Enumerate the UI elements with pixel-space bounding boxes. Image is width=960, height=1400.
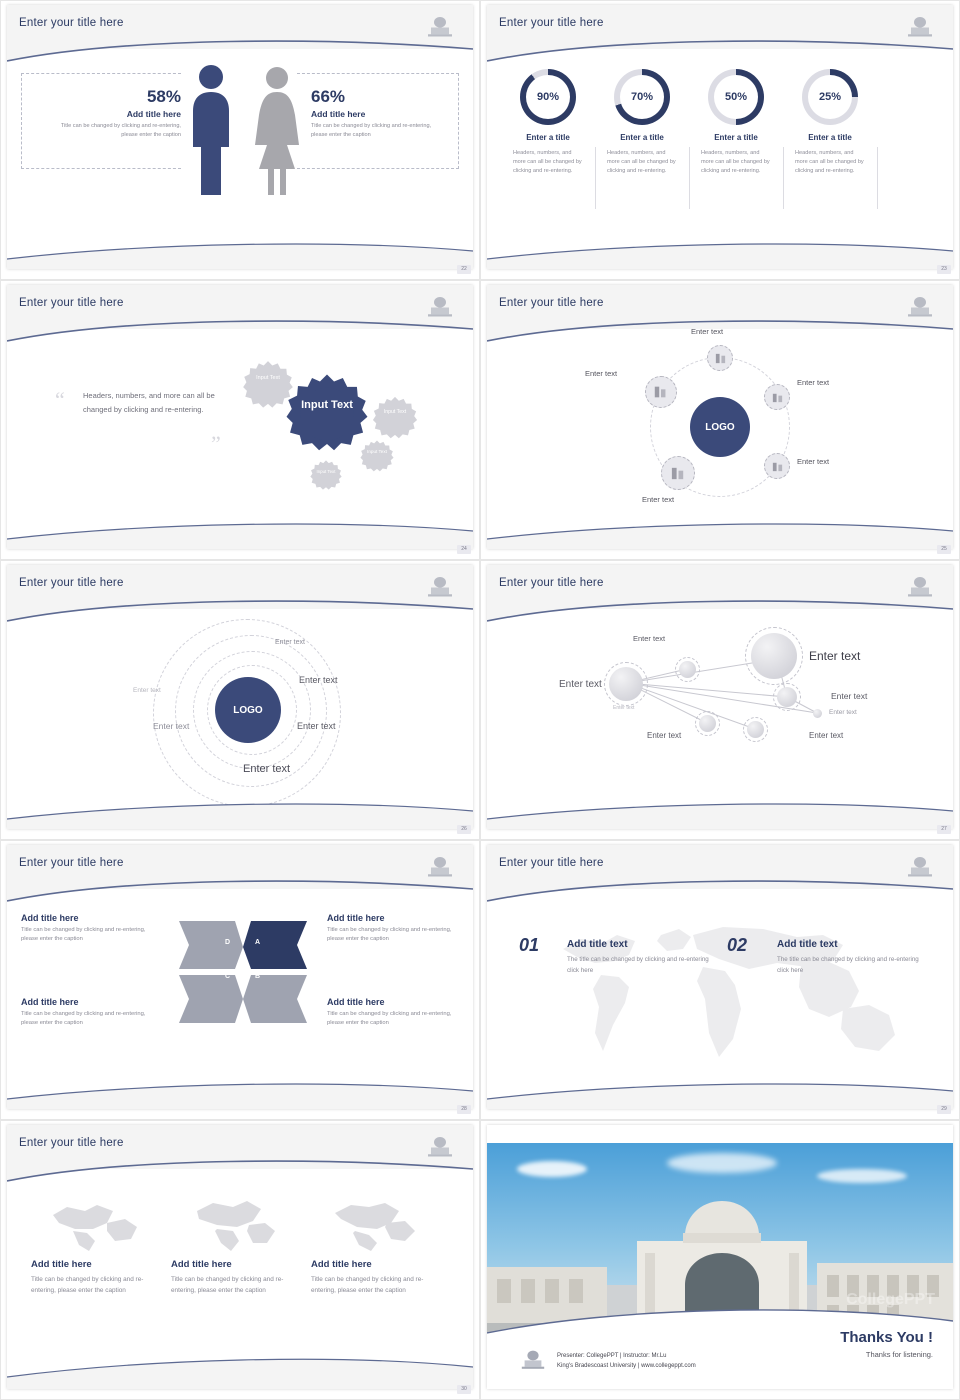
network-label: Enter text (829, 709, 857, 716)
divider (783, 147, 784, 209)
gear-icon (309, 459, 343, 493)
quadrant-title: Add title here (21, 997, 79, 1007)
globe-title: Add title here (31, 1259, 92, 1270)
slide-24[interactable] (0, 280, 480, 560)
network-label: Enter text (613, 705, 635, 711)
ring-label-primary: Enter text (243, 763, 291, 775)
university-logo-icon (905, 13, 935, 39)
item-number: 02 (727, 935, 748, 955)
node-icon (645, 376, 677, 408)
gear-icon (359, 439, 395, 475)
globe-icon (47, 1189, 143, 1251)
page-title: Enter your title here (19, 857, 124, 869)
presenter-line-1: Presenter: CollegePPT | Instructor: Mr.Lu (557, 1352, 667, 1359)
gear-label: Input Text (383, 409, 407, 415)
gear-icon (241, 359, 295, 413)
quadrant-title: Add title here (21, 913, 79, 923)
slide-canvas (7, 845, 473, 1109)
thanks-block (840, 1329, 933, 1359)
network-label: Enter text (559, 679, 602, 690)
node-icon (661, 456, 695, 490)
item-caption: The title can be changed by clicking and re-entering click here (777, 956, 919, 975)
quadrant-title: Add title here (327, 913, 385, 923)
divider (689, 147, 690, 209)
hub-logo: LOGO (690, 397, 750, 457)
quadrant-text-br (327, 997, 467, 1029)
university-logo-icon (905, 853, 935, 879)
page-number: 26 (457, 825, 471, 834)
footer-curve (7, 1075, 473, 1109)
network-label: Enter text (809, 731, 844, 740)
donut-chart (708, 69, 764, 125)
hub-logo: LOGO (215, 677, 281, 743)
network-node-ring (604, 662, 648, 706)
thanks-subtitle: Thanks for listening. (865, 1350, 933, 1359)
slide-canvas (7, 285, 473, 549)
slide-canvas (7, 5, 473, 269)
page-title: Enter your title here (19, 17, 124, 29)
stat-block-left (53, 87, 181, 139)
donut-title: Enter a title (808, 133, 852, 142)
donut-value: 25% (808, 75, 852, 119)
network-node-ring (675, 657, 700, 682)
node-label: Enter text (691, 327, 724, 336)
node-icon (707, 345, 733, 371)
page-number: 29 (937, 1105, 951, 1114)
item-title: Add title text (567, 939, 628, 950)
footer-curve (7, 1349, 473, 1389)
page-title: Enter your title here (19, 297, 124, 309)
footer-curve (487, 235, 953, 269)
footer-curve (7, 515, 473, 549)
slide-canvas (7, 565, 473, 829)
quadrant-letter-c: C (225, 973, 231, 980)
presenter-line-2: King's Bradescoast University | www.collegeppt.com (557, 1362, 696, 1369)
globe-caption: Title can be changed by clicking and re-entering, please enter the caption (171, 1276, 284, 1295)
page-number: 28 (457, 1105, 471, 1114)
slide-27[interactable] (480, 560, 960, 840)
globe-icon (187, 1189, 283, 1251)
stat-title: Add title here (311, 109, 366, 119)
university-logo-icon (905, 293, 935, 319)
slide-thanks[interactable] (480, 1120, 960, 1400)
quadrant-caption: Title can be changed by clicking and re-entering, please enter the caption (21, 927, 146, 943)
network-node-ring (695, 711, 720, 736)
donut-value: 90% (526, 75, 570, 119)
donut-item (599, 69, 685, 176)
network-node-small (813, 709, 822, 718)
node-label: Enter text (797, 378, 830, 387)
network-label: Enter text (831, 691, 868, 701)
donut-caption: Headers, numbers, and more can all be changed by clicking and re-entering. (795, 150, 864, 174)
ring-label: Enter text (299, 675, 338, 685)
stat-percent: 66% (311, 87, 346, 106)
gear-main-icon (283, 371, 371, 459)
gear-label: Input Text (316, 469, 336, 474)
university-logo-icon (425, 853, 455, 879)
network-links (487, 611, 953, 801)
globe-icon (327, 1189, 423, 1251)
donut-title: Enter a title (714, 133, 758, 142)
page-number: 22 (457, 265, 471, 274)
male-figure-icon (185, 61, 237, 201)
globe-caption: Title can be changed by clicking and re-entering, please enter the caption (311, 1276, 424, 1295)
footer-curve (7, 235, 473, 269)
world-map-background (543, 905, 923, 1075)
node-icon (764, 384, 790, 410)
slide-23[interactable] (480, 0, 960, 280)
footer-curve (487, 515, 953, 549)
donut-item (787, 69, 873, 176)
slide-25[interactable] (480, 280, 960, 560)
slide-canvas (487, 1125, 953, 1389)
globe-title: Add title here (171, 1259, 232, 1270)
stat-caption: Title can be changed by clicking and re-entering, please enter the caption (60, 123, 181, 138)
slide-29[interactable] (480, 840, 960, 1120)
item-caption: The title can be changed by clicking and re-entering click here (567, 956, 709, 975)
slide-26[interactable] (0, 560, 480, 840)
ring-label: Enter text (297, 721, 336, 731)
page-number: 23 (937, 265, 951, 274)
ring-label: Enter text (275, 639, 305, 646)
globe-caption: Title can be changed by clicking and re-entering, please enter the caption (31, 1276, 144, 1295)
network-label: Enter text (647, 731, 682, 740)
node-icon (764, 453, 790, 479)
quadrant-title: Add title here (327, 997, 385, 1007)
slide-canvas (487, 565, 953, 829)
donut-chart (520, 69, 576, 125)
page-number: 24 (457, 545, 471, 554)
page-number: 25 (937, 545, 951, 554)
donut-caption: Headers, numbers, and more can all be changed by clicking and re-entering. (701, 150, 770, 174)
item-number: 01 (519, 935, 540, 955)
quadrant-caption: Title can be changed by clicking and re-entering, please enter the caption (327, 927, 452, 943)
footer-curve (487, 795, 953, 829)
item-title: Add title text (777, 939, 838, 950)
stat-title: Add title here (126, 109, 181, 119)
donut-chart (802, 69, 858, 125)
footer-curve (487, 1075, 953, 1109)
slide-canvas (487, 845, 953, 1109)
network-node-ring (773, 683, 801, 711)
divider (595, 147, 596, 209)
quadrant-caption: Title can be changed by clicking and re-entering, please enter the caption (327, 1011, 452, 1027)
slide-22[interactable] (0, 0, 480, 280)
university-logo-icon (425, 573, 455, 599)
quote-open-icon: “ (55, 387, 65, 412)
stat-block-right (311, 87, 443, 139)
globe-item-2 (171, 1259, 299, 1296)
bowtie-diagram (175, 917, 311, 1027)
slide-30[interactable] (0, 1120, 480, 1400)
donut-chart (614, 69, 670, 125)
donut-item (693, 69, 779, 176)
quadrant-text-bl (21, 997, 161, 1029)
donut-value: 50% (714, 75, 758, 119)
page-title: Enter your title here (19, 1137, 124, 1149)
page-title: Enter your title here (19, 577, 124, 589)
university-logo-icon (425, 13, 455, 39)
stat-percent: 58% (146, 87, 181, 106)
university-logo-icon (905, 573, 935, 599)
female-figure-icon (251, 63, 303, 201)
quote-text: Headers, numbers, and more can all be changed by clicking and re-entering. (83, 391, 215, 415)
quadrant-text-tr (327, 913, 467, 945)
page-title: Enter your title here (499, 577, 604, 589)
donut-item (505, 69, 591, 176)
quadrant-text-tl (21, 913, 161, 945)
gear-label: Input Text (367, 449, 387, 454)
page-number: 27 (937, 825, 951, 834)
gear-main-label: Input Text (301, 399, 353, 411)
network-label: Enter text (633, 634, 666, 643)
network-node-ring (745, 627, 803, 685)
slide-28[interactable] (0, 840, 480, 1120)
divider (877, 147, 878, 209)
node-label: Enter text (585, 369, 618, 378)
quadrant-letter-d: D (225, 939, 231, 946)
footer-curve (7, 795, 473, 829)
presenter-info (557, 1351, 696, 1371)
page-title: Enter your title here (499, 17, 604, 29)
gear-icon (371, 395, 419, 443)
network-node-ring (743, 717, 768, 742)
quadrant-letter-a: A (255, 939, 261, 946)
network-label-primary: Enter text (809, 649, 861, 663)
node-label: Enter text (797, 457, 830, 466)
ring-label: Enter text (133, 687, 161, 694)
university-logo-icon (425, 1133, 455, 1159)
globe-title: Add title here (311, 1259, 372, 1270)
globe-item-3 (311, 1259, 439, 1296)
slide-canvas (487, 5, 953, 269)
university-logo-icon (425, 293, 455, 319)
page-number: 30 (457, 1385, 471, 1394)
slide-canvas (487, 285, 953, 549)
quadrant-caption: Title can be changed by clicking and re-entering, please enter the caption (21, 1011, 146, 1027)
ring-label: Enter text (153, 721, 190, 731)
university-logo-icon (519, 1347, 547, 1371)
watermark: CollegePPT (846, 1291, 935, 1308)
stat-caption: Title can be changed by clicking and re-entering, please enter the caption (311, 123, 432, 138)
thanks-title: Thanks You ! (840, 1329, 933, 1346)
node-label: Enter text (642, 495, 675, 504)
globe-item-1 (31, 1259, 159, 1296)
quote-close-icon: ” (211, 431, 221, 456)
donut-title: Enter a title (526, 133, 570, 142)
page-title: Enter your title here (499, 297, 604, 309)
slide-canvas (7, 1125, 473, 1389)
gear-label: Input Text (256, 375, 280, 381)
donut-title: Enter a title (620, 133, 664, 142)
quadrant-letter-b: B (255, 973, 261, 980)
donut-caption: Headers, numbers, and more can all be changed by clicking and re-entering. (513, 150, 582, 174)
page-title: Enter your title here (499, 857, 604, 869)
donut-value: 70% (620, 75, 664, 119)
donut-caption: Headers, numbers, and more can all be changed by clicking and re-entering. (607, 150, 676, 174)
